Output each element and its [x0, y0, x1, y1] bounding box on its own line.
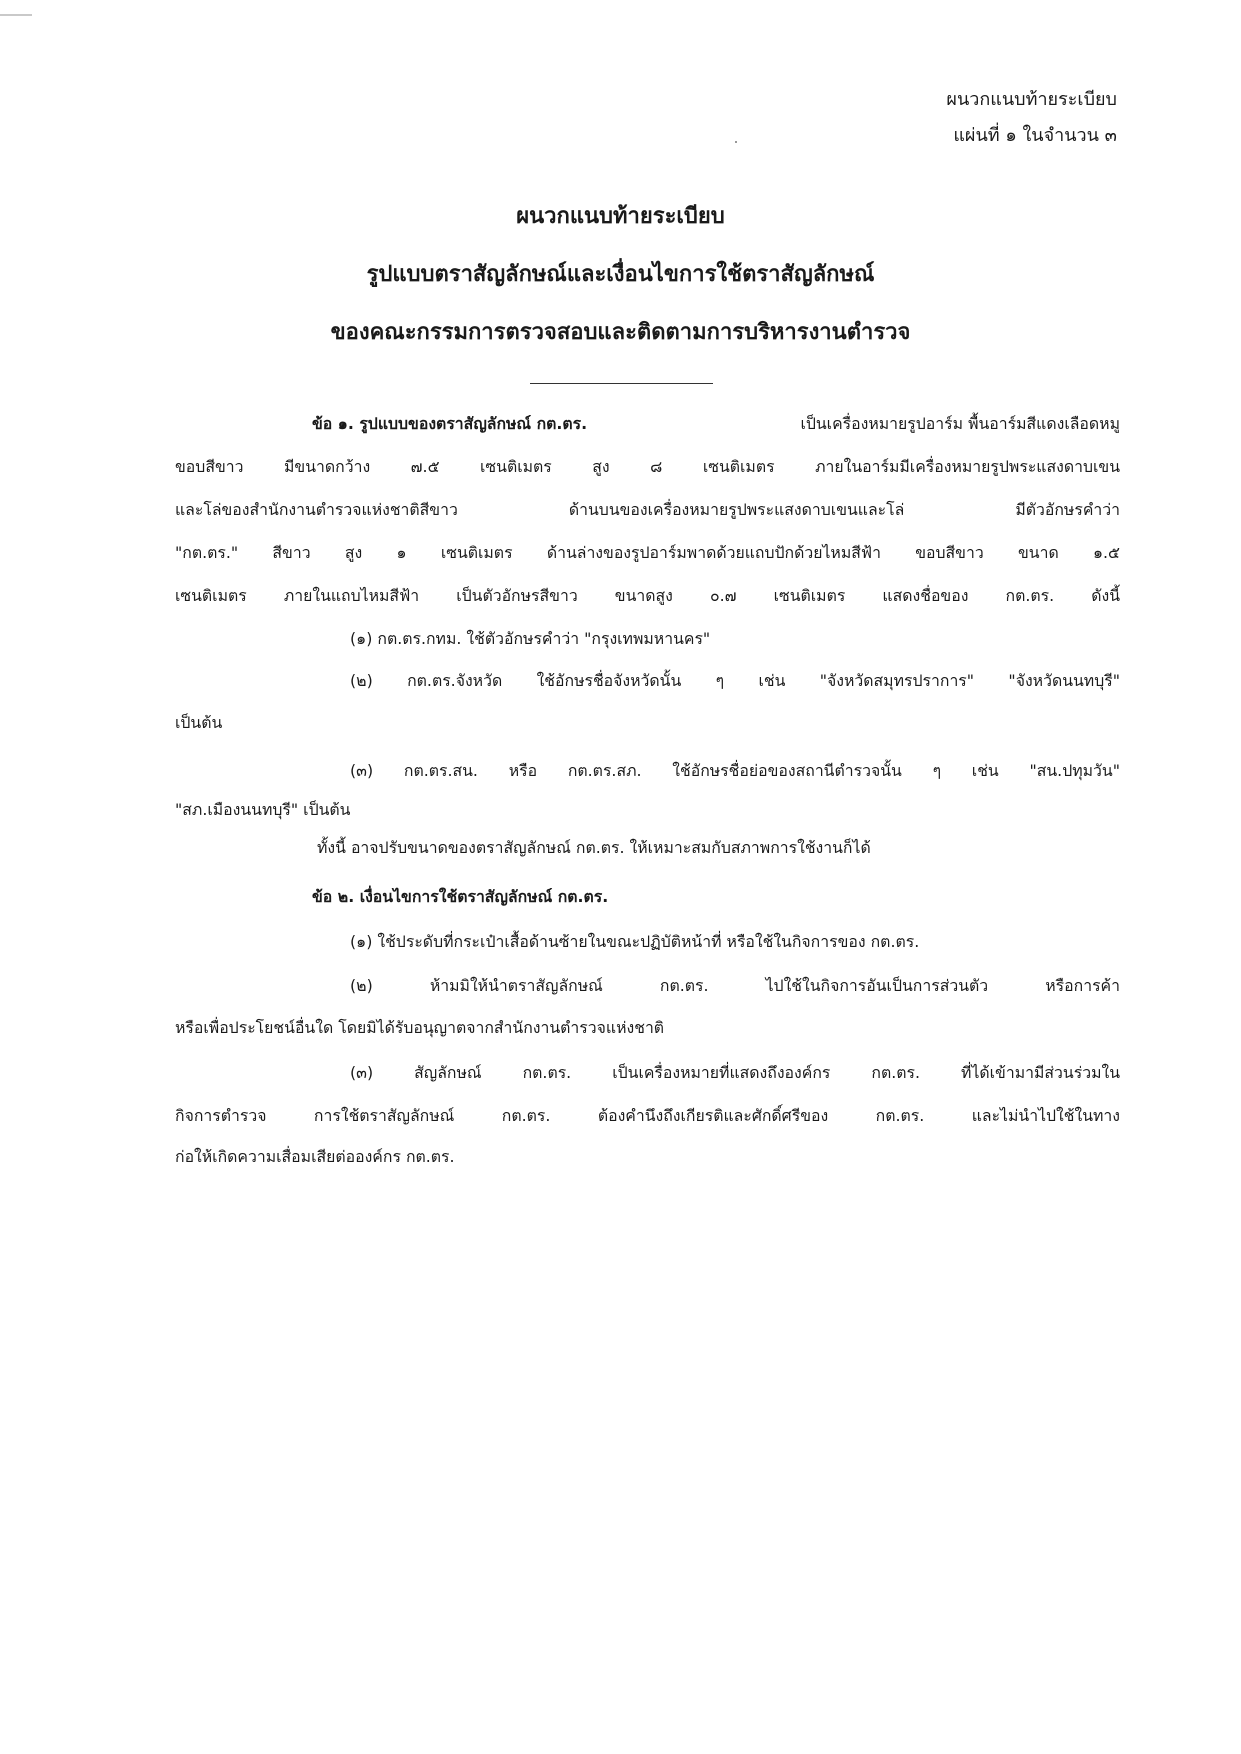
section1-item-3-line-2: "สภ.เมืองนนทบุรี" เป็นต้น: [175, 800, 351, 819]
section1-note: ทั้งนี้ อาจปรับขนาดของตราสัญลักษณ์ กต.ตร. ให้เหมาะสมกับสภาพการใช้งานก็ได้: [317, 838, 871, 857]
corner-annex-label: ผนวกแนบท้ายระเบียบ: [946, 89, 1117, 110]
section1-heading: ข้อ ๑. รูปแบบของตราสัญลักษณ์ กต.ตร.: [312, 414, 588, 433]
section1-item-2-line-1: (๒) กต.ตร.จังหวัด ใช้อักษรชื่อจังหวัดนั้น ๆ เช่น "จังหวัดสมุทรปราการ" "จังหวัดนนทบุรี": [350, 671, 1120, 690]
section2-item-2-line-2: หรือเพื่อประโยชน์อื่นใด โดยมิได้รับอนุญาตจากสำนักงานตำรวจแห่งชาติ: [175, 1018, 665, 1037]
title-divider: [530, 383, 713, 384]
header-corner-note: [946, 82, 1117, 154]
title-line-2: รูปแบบตราสัญลักษณ์และเงื่อนไขการใช้ตราสัญลักษณ์: [366, 262, 875, 287]
section1-line-4: เซนติเมตร ภายในแถบไหมสีฟ้า เป็นตัวอักษรสีขาว ขนาดสูง ๐.๗ เซนติเมตร แสดงชื่อของ กต.ตร. ดังนี้: [175, 586, 1120, 605]
section1-line-3: "กต.ตร." สีขาว สูง ๑ เซนติเมตร ด้านล่างของรูปอาร์มพาดด้วยแถบปักด้วยไหมสีฟ้า ขอบสีขาว ขนาด ๑.๕: [175, 543, 1120, 562]
section1-first-line: [312, 412, 1120, 436]
section2-item-2-line-1: (๒) ห้ามมิให้นำตราสัญลักษณ์ กต.ตร. ไปใช้ในกิจการอันเป็นการส่วนตัว หรือการค้า: [350, 976, 1120, 995]
title-line-3: ของคณะกรรมการตรวจสอบและติดตามการบริหารงานตำรวจ: [330, 320, 911, 345]
section2-item-3-line-2: กิจการตำรวจ การใช้ตราสัญลักษณ์ กต.ตร. ต้องคำนึงถึงเกียรติและศักดิ์ศรีของ กต.ตร. และไม่นำไปใช้ในทาง: [175, 1106, 1120, 1125]
section2-item-3-line-1: (๓) สัญลักษณ์ กต.ตร. เป็นเครื่องหมายที่แสดงถึงองค์กร กต.ตร. ที่ได้เข้ามามีส่วนร่วมใน: [350, 1063, 1120, 1082]
section1-item-2-line-2: เป็นต้น: [175, 713, 223, 732]
section1-line-2: และโล่ของสำนักงานตำรวจแห่งชาติสีขาว ด้านบนของเครื่องหมายรูปพระแสงดาบเขนและโล่ มีตัวอักษรคำว่า: [175, 500, 1120, 519]
scan-speck: [735, 141, 737, 143]
corner-page-count: แผ่นที่ ๑ ในจำนวน ๓: [953, 125, 1117, 146]
title-line-1: ผนวกแนบท้ายระเบียบ: [516, 204, 725, 229]
section2-heading: ข้อ ๒. เงื่อนไขการใช้ตราสัญลักษณ์ กต.ตร.: [312, 887, 609, 906]
scan-edge-mark: [0, 14, 32, 16]
section1-item-3-line-1: (๓) กต.ตร.สน. หรือ กต.ตร.สภ. ใช้อักษรชื่อย่อของสถานีตำรวจนั้น ๆ เช่น "สน.ปทุมวัน": [350, 761, 1120, 780]
section2-item-3-line-3: ก่อให้เกิดความเสื่อมเสียต่อองค์กร กต.ตร.: [175, 1147, 455, 1166]
section1-line-0: เป็นเครื่องหมายรูปอาร์ม พื้นอาร์มสีแดงเลือดหมู: [800, 414, 1120, 433]
section1-item-1: (๑) กต.ตร.กทม. ใช้ตัวอักษรคำว่า "กรุงเทพมหานคร": [350, 629, 711, 648]
section1-line-1: ขอบสีขาว มีขนาดกว้าง ๗.๕ เซนติเมตร สูง ๘ เซนติเมตร ภายในอาร์มมีเครื่องหมายรูปพระแสงดาบเขน: [175, 457, 1120, 476]
section2-item-1: (๑) ใช้ประดับที่กระเป๋าเสื้อด้านซ้ายในขณะปฏิบัติหน้าที่ หรือใช้ในกิจการของ กต.ตร.: [350, 932, 920, 951]
